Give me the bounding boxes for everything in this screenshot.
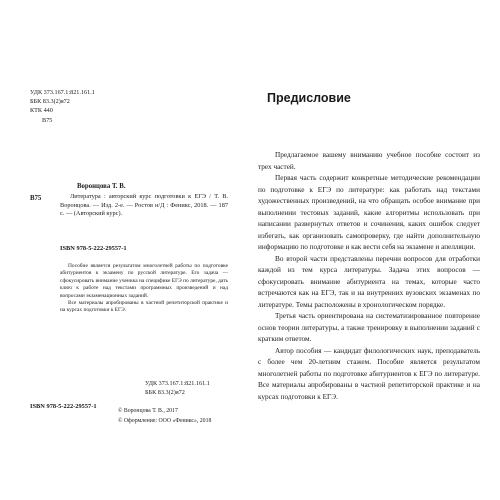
- udk-code: УДК 373.167.1:821.161.1: [30, 89, 95, 96]
- preface-paragraph: Первая часть содержит конкретные методические рекомендации по подготовке к ЕГЭ по литературе: как работать над текстами художественных произведений, на что обращать особое внимание при выполнении тестовых заданий, какие алгоритмы использовать при написании развернутых ответов и сочинения, каких ошибок следует избегать, как организовать самопроверку, где найти дополнительную информацию по подготовке и как вести себя на экзамене и апелляции.: [258, 174, 480, 251]
- copyright-design: © Оформление: ООО «Феникс», 2018: [118, 417, 212, 424]
- page-title: Предисловие: [267, 91, 351, 105]
- annotation: [60, 263, 228, 315]
- preface-paragraph: Автор пособия — кандидат филологических наук, преподаватель с более чем 20-летним стажем. Пособие является результатом многолетней работы по подготовке абитуриентов к ЕГЭ по литературе. Все материалы апробированы в частной репетиторской практике и на курсах подготовки к ЕГЭ.: [258, 346, 480, 401]
- preface-body: [258, 150, 480, 403]
- isbn-top: ISBN 978-5-222-29557-1: [60, 245, 127, 252]
- classification-codes: [30, 88, 95, 125]
- copyright-block: [118, 407, 211, 426]
- classification-codes-bottom: [145, 379, 210, 397]
- preface-paragraph: Третья часть ориентирована на систематизированное повторение основ теории литературы, а также тренировку в выполнении заданий с кратким ответом.: [258, 312, 480, 343]
- preface-paragraph: Предлагаемое вашему вниманию учебное пособие состоит из трех частей.: [258, 151, 480, 171]
- catalog-description: [60, 193, 228, 219]
- author-mark: В75: [42, 116, 53, 124]
- catalog-line: Литература : авторский курс подготовки к ЕГЭ /: [70, 193, 211, 200]
- preface-paragraph: Во второй части представлены перечни вопросов для отработки каждой из тем курса литературы. Задача этих вопросов — сфокусировать внимание абитуриента на темах, которые часто встречаются как на ЕГЭ, так и на внутренних вузовских экзаменах по литературе. Темы расположены в хронологическом порядке.: [258, 254, 480, 309]
- annotation-paragraph: Пособие является результатом многолетней работы по подготовке абитуриентов к экзамену по русской литературе. Его задача — сфокусировать внимание ученика на специфике ЕГЭ по литературе, дать ключ к работе над текстами программных произведений и над вопросами экзаменационных заданий.: [60, 263, 228, 299]
- catalog-line: 2018. — 187 с. — (Авторский курс).: [60, 201, 229, 218]
- catalog-line: Т. В. Воронцова. — Изд. 2-е. — Ростов н/Д : Феникс,: [60, 193, 229, 209]
- catalog-author: Воронцова Т. В.: [77, 183, 126, 190]
- bbk-code-bottom: ББК 83.3(2)я72: [145, 389, 185, 396]
- preface-page: [250, 0, 500, 500]
- bbk-code: ББК 83.3(2)я72: [30, 98, 70, 106]
- catalog-code: В75: [30, 195, 42, 202]
- isbn-bottom: ISBN 978-5-222-29557-1: [30, 403, 97, 410]
- copyright-author: © Воронцова Т. В., 2017: [118, 408, 178, 414]
- udk-code-bottom: УДК 373.167.1:821.161.1: [145, 380, 210, 387]
- ktk-code: КТК 440: [30, 107, 53, 115]
- annotation-paragraph: Все материалы апробированы в частной репетиторской практике и на курсах подготовки к ЕГЭ.: [60, 300, 228, 314]
